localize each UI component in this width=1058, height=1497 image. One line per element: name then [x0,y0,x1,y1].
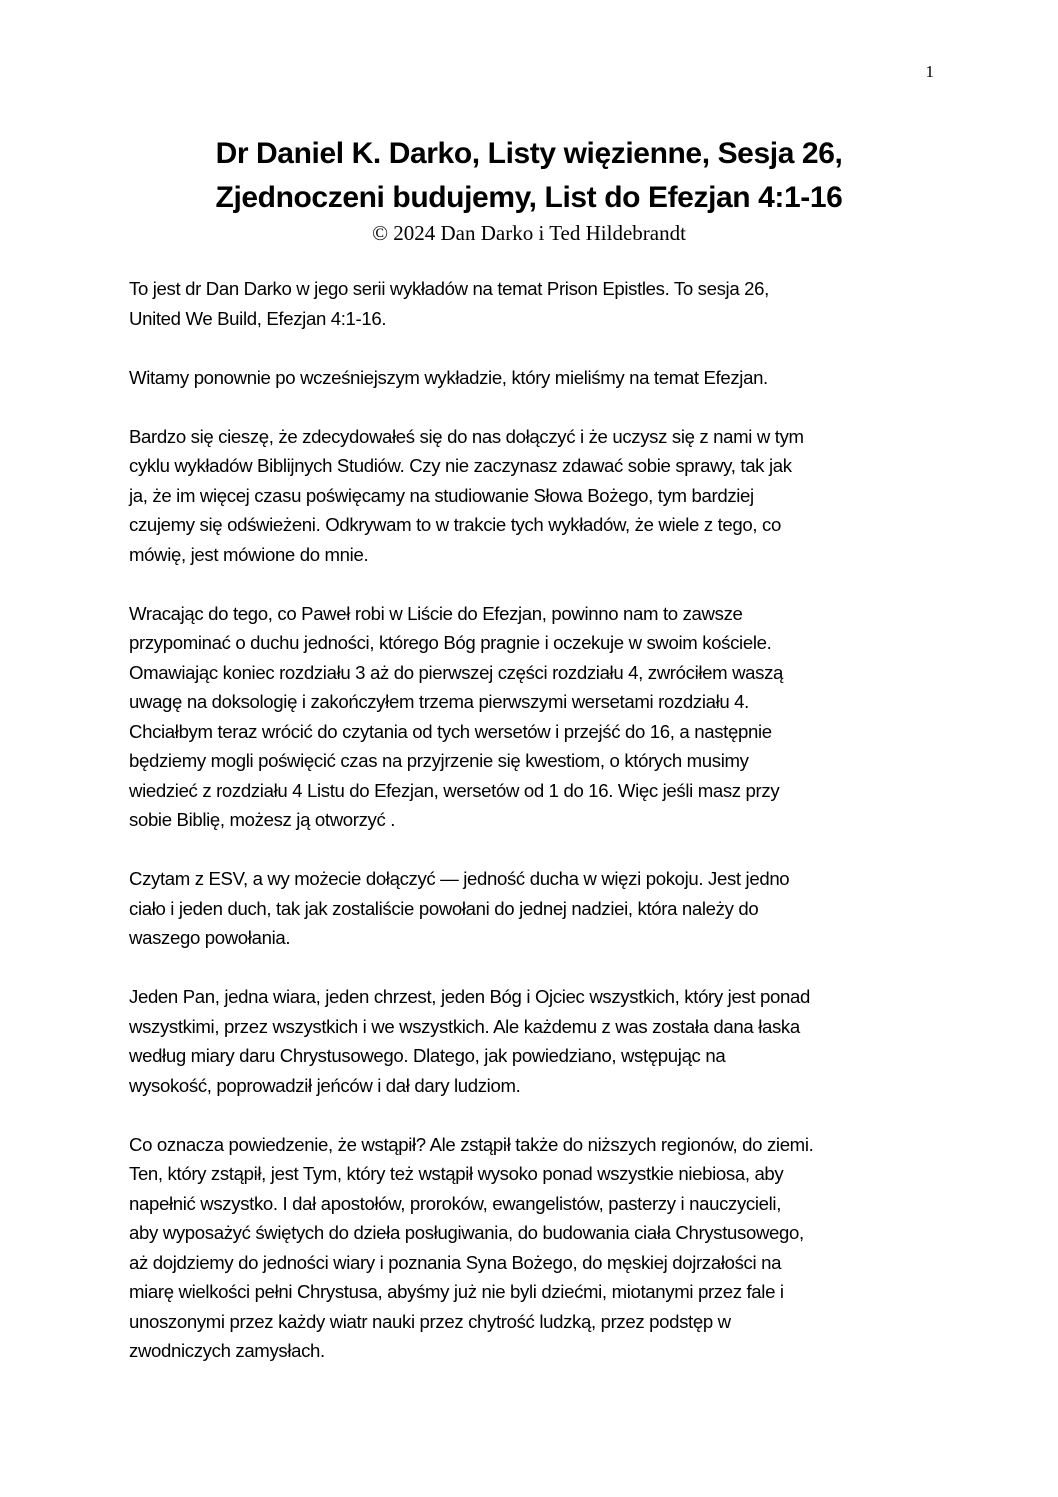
text-line: Witamy ponownie po wcześniejszym wykładzie, który mieliśmy na temat Efezjan. [129,366,768,388]
text-line: Czytam z ESV, a wy możecie dołączyć — jedność ducha w więzi pokoju. Jest jedno [129,868,790,889]
text-line: wysokość, poprowadził jeńców i dał dary ludziom. [129,1074,521,1096]
page-number: 1 [925,62,934,81]
text-line: według miary daru Chrystusowego. Dlatego, jak powiedziano, wstępując na [129,1045,726,1066]
text-line: Co oznacza powiedzenie, że wstąpił? Ale zstąpił także do niższych regionów, do ziemi. [129,1133,814,1155]
text-line: Jeden Pan, jedna wiara, jeden chrzest, jeden Bóg i Ojciec wszystkich, który jest ponad [129,986,810,1007]
text-line: unoszonymi przez każdy wiatr nauki przez chytrość ludzką, przez podstęp w [129,1310,731,1332]
text-line: uwagę na doksologię i zakończyłem trzema pierwszymi wersetami rozdziału 4. [129,691,749,712]
document-title-line-1: Dr Daniel K. Darko, Listy więzienne, Sesja 26, [215,137,843,170]
copyright-notice: © 2024 Dan Darko i Ted Hildebrandt [372,221,686,245]
text-line: wiedzieć z rozdziału 4 Listu do Efezjan, wersetów od 1 do 16. Więc jeśli masz przy [129,779,780,801]
text-line: mówię, jest mówione do mnie. [129,543,369,565]
text-line: waszego powołania. [129,927,291,948]
text-line: Bardzo się cieszę, że zdecydowałeś się do nas dołączyć i że uczysz się z nami w tym [129,425,804,447]
text-line: aż dojdziemy do jedności wiary i poznania Syna Bożego, do męskiej dojrzałości na [129,1251,782,1273]
text-line: napełnić wszystko. I dał apostołów, proroków, ewangelistów, pasterzy i nauczycieli, [129,1192,782,1214]
text-line: Omawiając koniec rozdziału 3 aż do pierwszej części rozdziału 4, zwróciłem waszą [129,661,784,683]
text-line: ja, że im więcej czasu poświęcamy na studiowanie Słowa Bożego, tym bardziej [129,484,754,506]
text-line: Chciałbym teraz wrócić do czytania od tych wersetów i przejść do 16, a następnie [129,720,772,742]
paragraph-reading [129,864,939,953]
paragraph-intro [129,274,939,333]
document-header [0,132,1058,246]
text-line: Wracając do tego, co Paweł robi w Liście do Efezjan, powinno nam to zawsze [129,602,743,624]
paragraph-one-lord [129,982,939,1100]
text-line: cyklu wykładów Biblijnych Studiów. Czy nie zaczynasz zdawać sobie sprawy, tak jak [129,455,792,476]
text-line: zwodniczych zamysłach. [129,1340,325,1361]
text-line: miarę wielkości pełni Chrystusa, abyśmy już nie byli dziećmi, miotanymi przez fale i [129,1281,784,1302]
text-line: wszystkimi, przez wszystkich i we wszystkich. Ale każdemu z was została dana łaska [129,1015,800,1037]
text-line: sobie Biblię, możesz ją otworzyć . [129,809,396,830]
text-line: To jest dr Dan Darko w jego serii wykładów na temat Prison Epistles. To sesja 26, [129,278,769,299]
text-line: czujemy się odświeżeni. Odkrywam to w trakcie tych wykładów, że wiele z tego, co [129,514,781,535]
text-line: United We Build, Efezjan 4:1-16. [129,307,387,329]
document-body [129,274,939,1395]
paragraph-context [129,599,939,835]
paragraph-welcome [129,363,939,393]
document-title-line-2: Zjednoczeni budujemy, List do Efezjan 4:1-16 [215,181,843,214]
text-line: przypominać o duchu jedności, którego Bóg pragnie i oczekuje w swoim kościele. [129,632,772,653]
text-line: aby wyposażyć świętych do dzieła posługiwania, do budowania ciała Chrystusowego, [129,1222,804,1243]
paragraph-joining [129,422,939,570]
text-line: Ten, który zstąpił, jest Tym, który też wstąpił wysoko ponad wszystkie niebiosa, aby [129,1163,784,1184]
paragraph-ascended [129,1130,939,1366]
text-line: ciało i jeden duch, tak jak zostaliście powołani do jednej nadziei, która należy do [129,897,759,919]
text-line: będziemy mogli poświęcić czas na przyjrzenie się kwestiom, o których musimy [129,750,749,771]
